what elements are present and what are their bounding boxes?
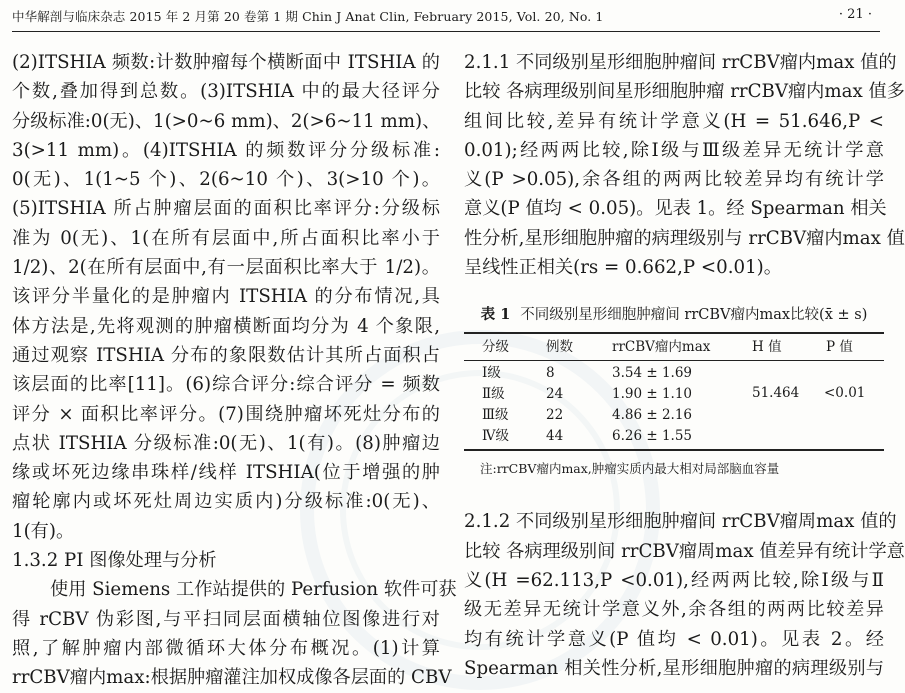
cell-count: 8 — [546, 365, 555, 382]
section-2-1-2 — [464, 507, 905, 683]
table-number: 表 1 — [480, 306, 511, 324]
text-line: 瘤轮廓内或坏死灶周边实质内)分级标准:0(无)、 — [12, 491, 440, 513]
text-line: 照,了解肿瘤内部微循环大体分布概况。(1)计算 — [12, 637, 440, 659]
cell-grade: Ⅲ级 — [482, 407, 509, 424]
column-header: H 值 — [752, 339, 782, 356]
table-body — [464, 361, 884, 449]
text-line: 3(>11 mm)。(4)ITSHIA 的频数评分分级标准: — [12, 139, 440, 161]
table-header-row — [464, 334, 884, 360]
left-column — [12, 48, 457, 693]
cell-rrcbv: 1.90 ± 1.10 — [612, 386, 693, 403]
text-line: 性分析,星形细胞肿瘤的病理级别与 rrCBV瘤内max 值 — [464, 227, 905, 249]
text-line: 体方法是,先将观测的肿瘤横断面均分为 4 个象限, — [12, 315, 440, 337]
table-row — [464, 405, 884, 426]
column-header: rrCBV瘤内max — [612, 339, 711, 356]
table-row — [464, 384, 884, 405]
text-line: 分级标准:0(无)、1(>0~6 mm)、2(>6~11 mm)、 — [12, 110, 441, 132]
text-line: 1/2)、2(在所有层面中,有一层面积比率大于 1/2)。 — [12, 257, 440, 279]
cell-count: 24 — [546, 386, 564, 403]
text-line: 义(H =62.113,P <0.01),经两两比较,除Ⅰ级与Ⅱ — [464, 569, 884, 591]
cell-rrcbv: 3.54 ± 1.69 — [612, 365, 693, 382]
table-row — [464, 363, 884, 384]
text-line: 级无差异无统计学意义外,余各组的两两比较差异 — [464, 599, 884, 621]
text-line: 义(P >0.05),余各组的两两比较差异均有统计学 — [464, 169, 884, 191]
table-row — [464, 426, 884, 447]
text-line: 得 rCBV 伪彩图,与平扫同层面横轴位图像进行对 — [12, 608, 440, 630]
section-heading: 1.3.2 PI 图像处理与分析 — [12, 550, 217, 572]
text-line: Spearman 相关性分析,星形细胞肿瘤的病理级别与 — [464, 657, 884, 679]
text-line: rrCBV瘤内max:根据肿瘤灌注加权成像各层面的 CBV — [12, 667, 452, 689]
running-header — [12, 6, 880, 26]
column-header: P 值 — [826, 339, 853, 356]
text-line: 0.01);经两两比较,除Ⅰ级与Ⅲ级差异无统计学意 — [464, 139, 884, 161]
text-line: 评分 × 面积比率评分。(7)围绕肿瘤坏死灶分布的 — [12, 403, 440, 425]
table-title: 不同级别星形细胞肿瘤间 rrCBV瘤内max比较(x̄ ± s) — [520, 307, 868, 324]
cell-rrcbv: 6.26 ± 1.55 — [612, 428, 693, 445]
text-line: 点状 ITSHIA 分级标准:0(无)、1(有)。(8)肿瘤边 — [12, 432, 440, 454]
table-1 — [464, 304, 884, 479]
text-line: 组间比较,差异有统计学意义(H = 51.646,P < — [464, 110, 884, 132]
table-note: 注:rrCBV瘤内max,肿瘤实质内最大相对局部脑血容量 — [480, 461, 780, 477]
text-line: 比较 各病理级别间星形细胞肿瘤 rrCBV瘤内max 值多 — [464, 81, 905, 103]
text-line: (5)ITSHIA 所占肿瘤层面的面积比率评分:分级标 — [12, 198, 440, 220]
cell-rrcbv: 4.86 ± 2.16 — [612, 407, 693, 424]
text-line: 均有统计学意义(P 值均 < 0.01)。见表 2。经 — [464, 628, 884, 650]
cell-count: 44 — [546, 428, 564, 445]
header-rule — [12, 31, 880, 32]
section-heading: 2.1.2 不同级别星形细胞肿瘤间 rrCBV瘤周max 值的 — [464, 511, 897, 533]
journal-citation: 中华解剖与临床杂志 2015 年 2 月第 20 卷第 1 期 Chin J Anat Clin, February 2015, Vol. 20, No. 1 — [12, 9, 604, 24]
cell-h-value: 51.464 — [752, 385, 800, 402]
text-line: 呈线性正相关(rs = 0.662,P <0.01)。 — [464, 257, 782, 279]
text-line: 个数,叠加得到总数。(3)ITSHIA 中的最大径评分 — [12, 81, 440, 103]
column-header: 例数 — [546, 339, 573, 356]
cell-grade: Ⅱ级 — [482, 386, 505, 403]
text-line: 该层面的比率[11]。(6)综合评分:综合评分 = 频数 — [12, 374, 440, 396]
text-line: 通过观察 ITSHIA 分布的象限数估计其所占面积占 — [12, 344, 440, 366]
right-column — [464, 48, 905, 683]
page-number: · 21 · — [838, 7, 872, 22]
cell-p-value: <0.01 — [824, 385, 866, 402]
table-bottom-rule — [464, 449, 884, 451]
text-line: 比较 各病理级别间 rrCBV瘤周max 值差异有统计学意 — [464, 540, 905, 562]
text-line: 0(无)、1(1~5 个)、2(6~10 个)、3(>10 个)。 — [12, 169, 440, 191]
text-line: 准为 0(无)、1(在所有层面中,所占面积比率小于 — [12, 227, 440, 249]
text-line: 缘或坏死边缘串珠样/线样 ITSHIA(位于增强的肿 — [12, 462, 440, 484]
text-line: 该评分半量化的是肿瘤内 ITSHIA 的分布情况,具 — [12, 286, 440, 308]
text-line: 1(有)。 — [12, 520, 75, 542]
cell-grade: Ⅳ级 — [482, 428, 509, 445]
cell-count: 22 — [546, 407, 564, 424]
text-line: 意义(P 值均 < 0.05)。见表 1。经 Spearman 相关 — [464, 198, 887, 220]
text-line: 使用 Siemens 工作站提供的 Perfusion 软件可获 — [50, 579, 457, 601]
column-header: 分级 — [482, 339, 509, 356]
section-heading: 2.1.1 不同级别星形细胞肿瘤间 rrCBV瘤内max 值的 — [464, 52, 897, 73]
text-line: (2)ITSHIA 频数:计数肿瘤每个横断面中 ITSHIA 的 — [12, 52, 440, 73]
table-caption — [464, 304, 884, 326]
cell-grade: Ⅰ级 — [482, 365, 501, 382]
